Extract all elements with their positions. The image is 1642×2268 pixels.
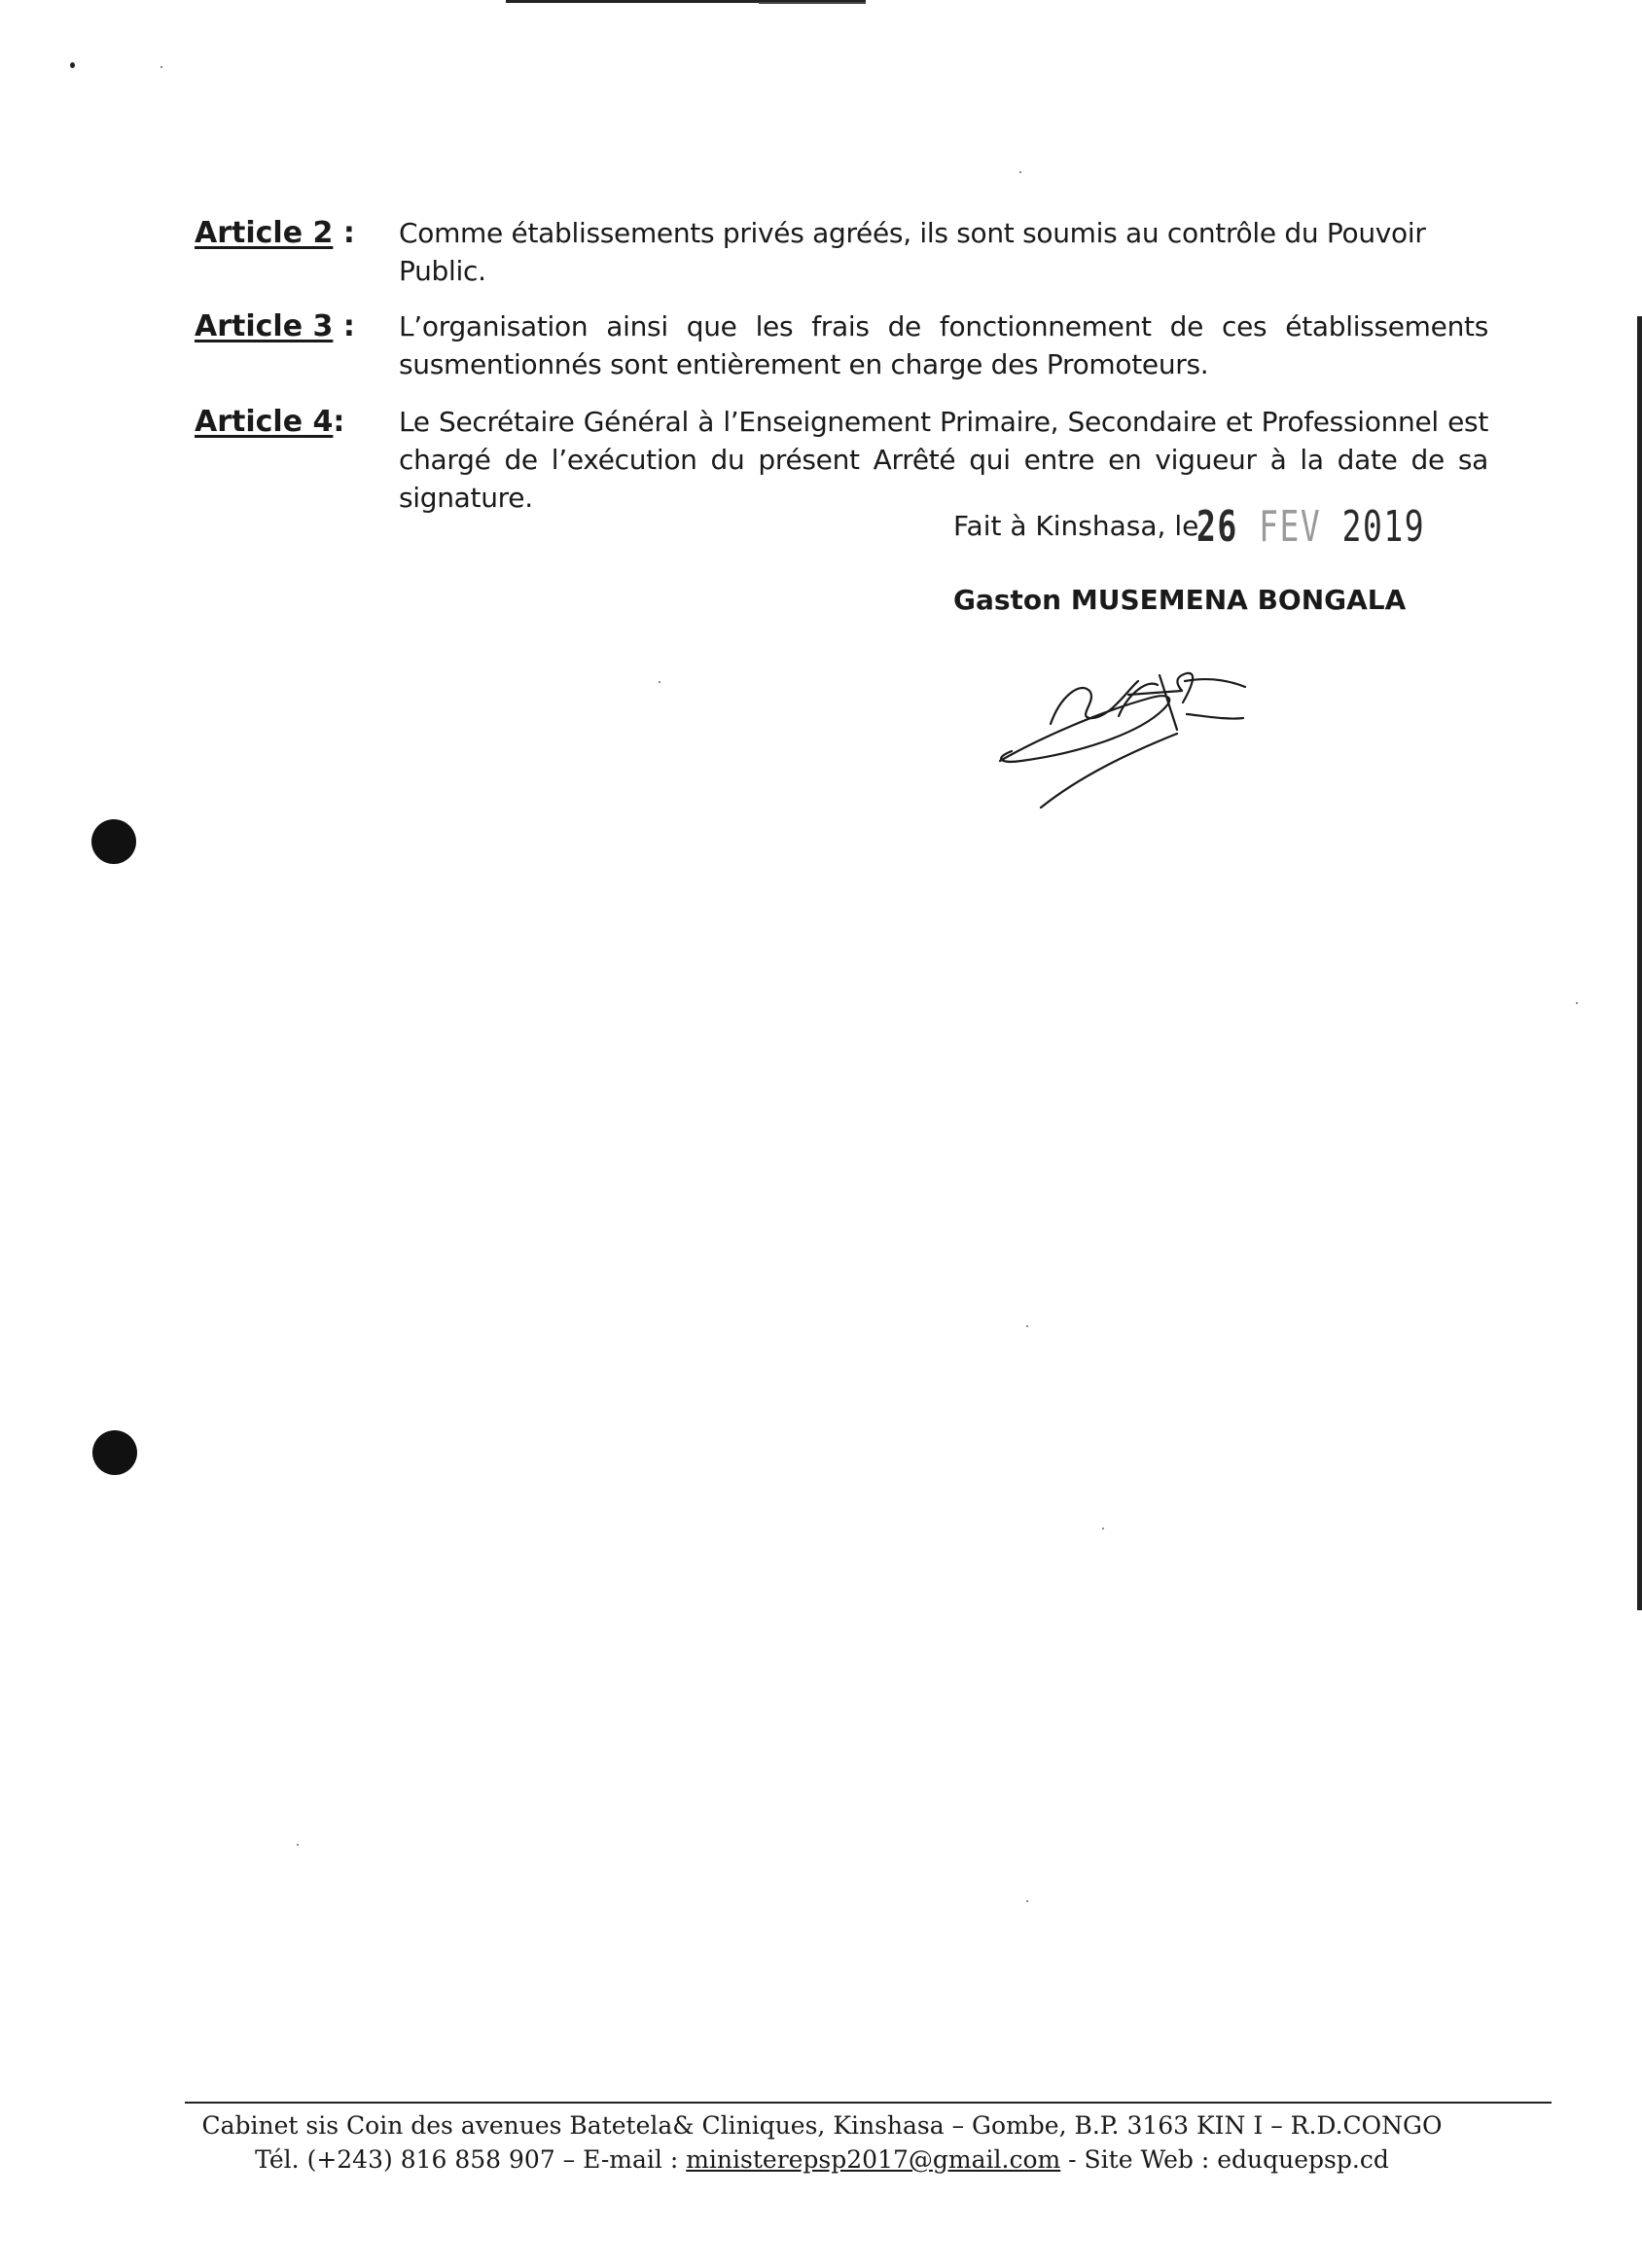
handwritten-signature [982, 652, 1294, 817]
scan-speck [1576, 1002, 1578, 1004]
footer-email-link[interactable]: ministerepsp2017@gmail.com [686, 2145, 1061, 2174]
article-3-text: L’organisation ainsi que les frais de fonctionnement de ces établissements susmentionnés sont entièrement en charge des Promoteurs. [399, 310, 1488, 380]
article-4-text: Le Secrétaire Général à l’Enseignement Primaire, Secondaire et Professionnel est chargé de l’exécution du présent Arrêté qui entre en vigueur à la date de sa signature. [399, 406, 1488, 514]
date-day: 26 [1196, 502, 1238, 552]
date-stamp [1196, 502, 1425, 552]
footer-site-label: - Site Web : [1060, 2145, 1218, 2174]
footer-website[interactable]: eduquepsp.cd [1217, 2145, 1389, 2174]
scan-top-rule-2 [759, 2, 866, 4]
date-year: 2019 [1341, 502, 1426, 552]
footer-contact [195, 2145, 1449, 2174]
signoff-place: Fait à Kinshasa, le [953, 510, 1199, 542]
footer-address: Cabinet sis Coin des avenues Batetela& Cliniques, Kinshasa – Gombe, B.P. 3163 KIN I – R.D.CONGO [201, 2111, 1443, 2140]
scan-speck [1019, 171, 1021, 173]
punch-hole-top [91, 819, 136, 864]
footer-rule [185, 2102, 1552, 2104]
scan-speck [1026, 1325, 1028, 1327]
article-3-label: Article 3 : [195, 309, 355, 343]
article-2-text: Comme établissements privés agréés, ils sont soumis au contrôle du Pouvoir Public. [399, 217, 1426, 287]
date-month: FEV [1259, 502, 1322, 552]
scan-speck [1102, 1528, 1104, 1530]
scan-speck [297, 1844, 299, 1846]
scan-right-edge [1637, 316, 1642, 1610]
footer-phone: Tél. (+243) 816 858 907 – E-mail : [255, 2145, 687, 2174]
scan-speck [1026, 1900, 1028, 1902]
article-4-label: Article 4: [195, 405, 345, 439]
punch-hole-bottom [92, 1430, 137, 1475]
article-2-label: Article 2 : [195, 216, 355, 250]
scan-speck [161, 66, 162, 68]
signatory-name: Gaston MUSEMENA BONGALA [953, 584, 1407, 616]
scan-speck [659, 681, 660, 683]
scan-corner-mark [70, 62, 75, 68]
